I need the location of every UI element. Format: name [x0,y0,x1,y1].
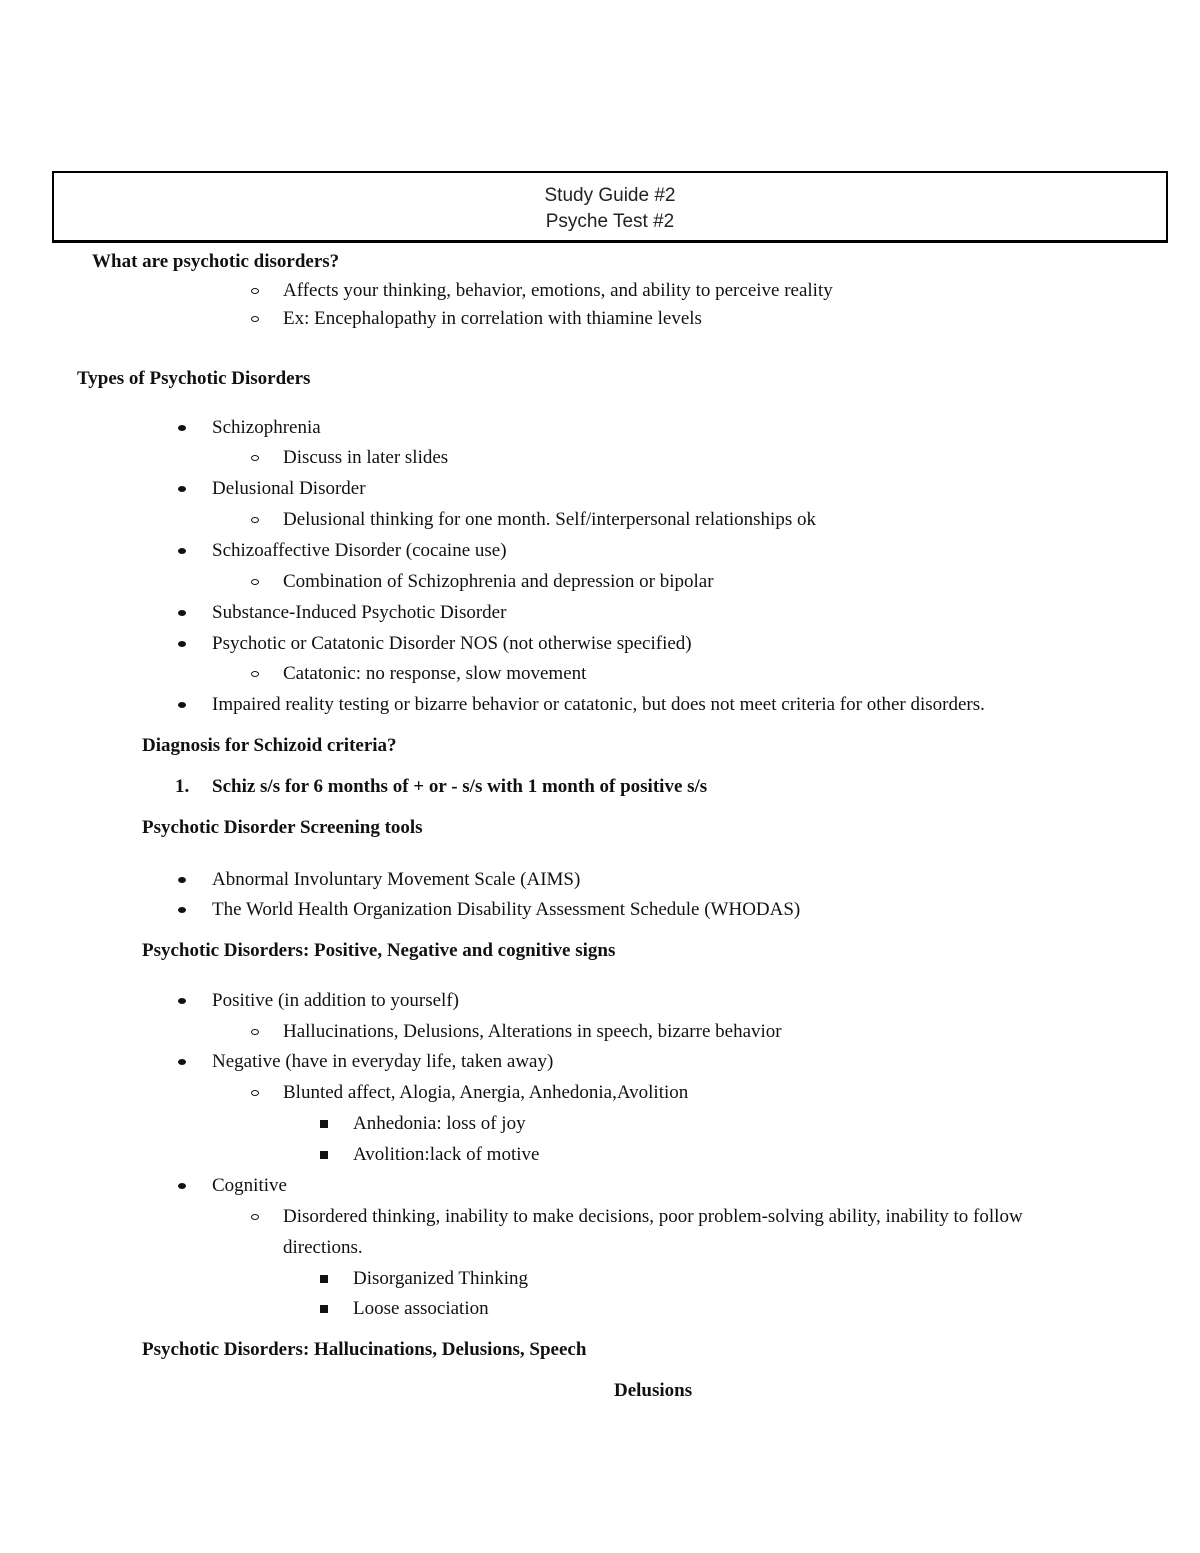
bullet-icon [178,486,186,492]
bullet-icon [178,877,186,883]
bullet-icon [178,641,186,647]
list-item: Ex: Encephalopathy in correlation with thiamine levels [283,308,702,329]
section-heading-what-are: What are psychotic disorders? [92,251,340,272]
hollow-bullet-icon [251,671,259,677]
list-item: The World Health Organization Disability Assessment Schedule (WHODAS) [212,899,801,920]
square-bullet-icon [320,1151,328,1159]
hollow-bullet-icon [251,579,259,585]
list-item: Psychotic or Catatonic Disorder NOS (not otherwise specified) [212,633,692,654]
list-item: Positive (in addition to yourself) [212,990,459,1011]
bullet-icon [178,425,186,431]
hollow-bullet-icon [251,1029,259,1035]
list-item: Substance-Induced Psychotic Disorder [212,602,507,623]
list-number: 1. [175,776,190,797]
list-item: Affects your thinking, behavior, emotions, and ability to perceive reality [283,280,833,301]
hollow-bullet-icon [251,1090,259,1096]
square-bullet-icon [320,1275,328,1283]
hollow-bullet-icon [251,316,259,322]
list-item: Hallucinations, Delusions, Alterations in speech, bizarre behavior [283,1021,782,1042]
list-item: Catatonic: no response, slow movement [283,663,587,684]
bullet-icon [178,1059,186,1065]
list-item: Negative (have in everyday life, taken away) [212,1051,554,1072]
list-item: Disordered thinking, inability to make decisions, poor problem-solving ability, inability to follow [283,1206,1023,1227]
section-heading-signs: Psychotic Disorders: Positive, Negative and cognitive signs [142,940,616,961]
square-bullet-icon [320,1120,328,1128]
list-item: Schiz s/s for 6 months of + or - s/s with 1 month of positive s/s [212,776,708,797]
hollow-bullet-icon [251,455,259,461]
list-item: Impaired reality testing or bizarre behavior or catatonic, but does not meet criteria for other disorders. [212,694,985,715]
list-item: Anhedonia: loss of joy [353,1113,526,1134]
list-item: Disorganized Thinking [353,1268,529,1289]
document-subtitle: Psyche Test #2 [545,211,675,232]
list-item: Avolition:lack of motive [353,1144,540,1165]
bullet-icon [178,907,186,913]
list-item: Loose association [353,1298,489,1319]
section-heading-hds: Psychotic Disorders: Hallucinations, Delusions, Speech [142,1339,587,1360]
list-item: Combination of Schizophrenia and depression or bipolar [283,571,714,592]
list-item: Delusional Disorder [212,478,366,499]
list-item: Blunted affect, Alogia, Anergia, Anhedonia,Avolition [283,1082,689,1103]
section-heading-types: Types of Psychotic Disorders [77,368,311,389]
bullet-icon [178,998,186,1004]
hollow-bullet-icon [251,517,259,523]
section-heading-screening: Psychotic Disorder Screening tools [142,817,423,838]
bullet-icon [178,610,186,616]
list-item: Cognitive [212,1175,287,1196]
list-item: Schizoaffective Disorder (cocaine use) [212,540,507,561]
list-item: Abnormal Involuntary Movement Scale (AIMS) [212,869,581,890]
list-item: Schizophrenia [212,417,321,438]
section-heading-diagnosis: Diagnosis for Schizoid criteria? [142,735,397,756]
bullet-icon [178,702,186,708]
title-box [52,171,1168,243]
hollow-bullet-icon [251,1214,259,1220]
bullet-icon [178,1183,186,1189]
hollow-bullet-icon [251,288,259,294]
subheading-delusions: Delusions [614,1380,693,1401]
list-item: Discuss in later slides [283,447,449,468]
list-item-continuation: directions. [283,1237,363,1258]
list-item: Delusional thinking for one month. Self/interpersonal relationships ok [283,509,816,530]
bullet-icon [178,548,186,554]
document-title: Study Guide #2 [544,185,676,206]
square-bullet-icon [320,1305,328,1313]
